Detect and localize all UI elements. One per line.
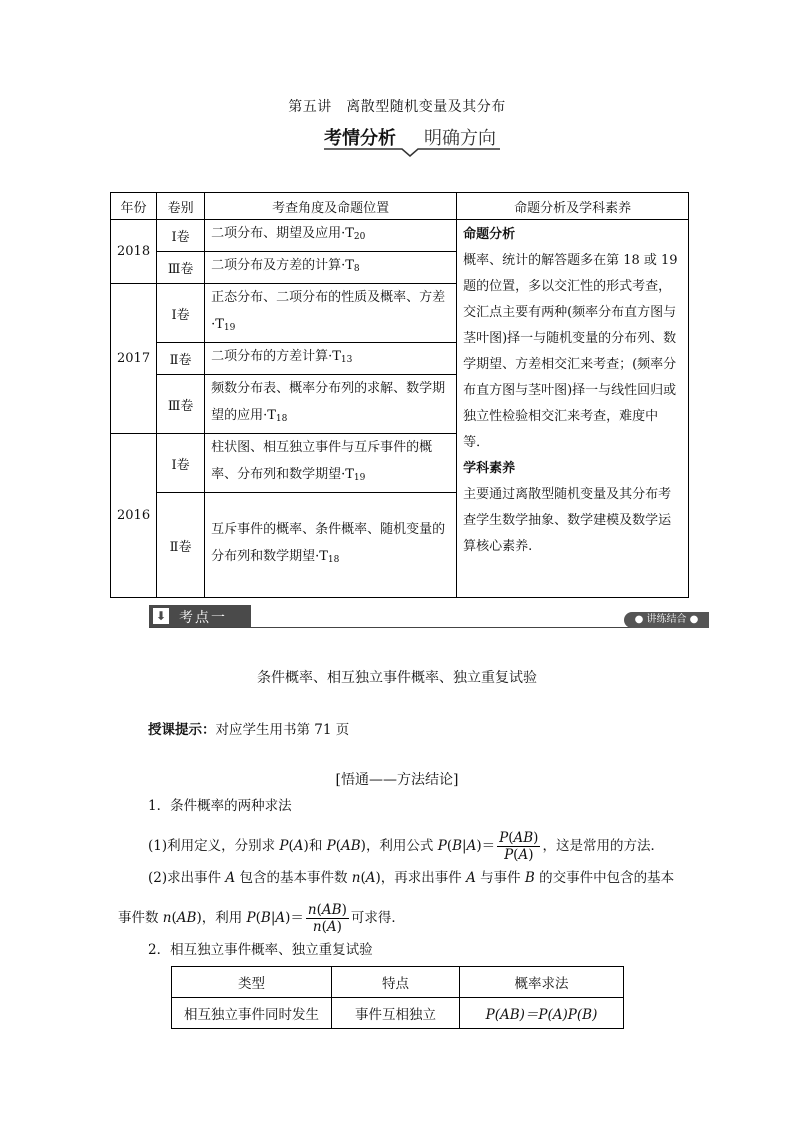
fraction: $\frac{P(AB)}{P(A)}$ [499,830,539,863]
item1-title: 1．条件概率的两种求法 [148,798,292,814]
table-header: 类型 [172,967,332,998]
volume-cell: Ⅱ卷 [157,343,205,375]
item1-paragraph2: (2)求出事件 A 包含的基本事件数 n(A)，再求出事件 A 与事件 B 的交事件中包含的基本 [148,870,675,886]
down-arrow-icon: ⬇ [153,608,169,624]
analysis-cell [457,220,689,598]
item2-title: 2．相互独立事件概率、独立重复试验 [148,942,373,958]
table-cell: 相互独立事件同时发生 [172,998,332,1029]
method-table [171,966,624,1029]
table-header: 考查角度及命题位置 [205,193,457,220]
volume-cell: Ⅰ卷 [157,434,205,493]
table-header: 命题分析及学科素养 [457,193,689,220]
lecture-title: 第五讲 离散型随机变量及其分布 [288,99,506,115]
description-cell: 正态分布、二项分布的性质及概率、方差$\cdot T_{19}$ [205,284,457,343]
teaching-hint: 授课提示：对应学生用书第 71 页 [148,722,350,738]
volume-cell: Ⅲ卷 [157,375,205,434]
table-header: 年份 [111,193,157,220]
analysis-heading: 命题分析 [463,227,516,242]
table-cell: P(AB)＝P(A)P(B) [460,998,624,1029]
literacy-text: 主要通过离散型随机变量及其分布考查学生数学抽象、数学建模及数学运算核心素养. [463,487,672,554]
description-cell: 互斥事件的概率、条件概率、随机变量的分布列和数学期望$\cdot T_{18}$ [205,493,457,598]
item1-paragraph1: (1)利用定义，分别求 P(A)和 P(AB)，利用公式 P(B|A)＝ $\frac{P(AB)}{P(A)}$ ，这是常用的方法． [148,830,664,863]
description-cell: 频数分布表、概率分布列的求解、数学期望的应用$\cdot T_{18}$ [205,375,457,434]
banner-underline-icon [324,122,500,158]
item1-paragraph3: 事件数 n(AB)，利用 P(B|A)＝ $\frac{n(AB)}{n(A)}$ 可求得． [118,902,405,935]
literacy-heading: 学科素养 [463,461,516,476]
table-cell: 事件互相独立 [332,998,460,1029]
section-tag-text: 考点一 [179,610,227,626]
year-cell: 2018 [111,220,157,284]
year-cell: 2016 [111,434,157,598]
description-cell: 二项分布、期望及应用$\cdot T_{20}$ [205,220,457,252]
volume-cell: Ⅲ卷 [157,252,205,284]
year-cell: 2017 [111,284,157,434]
section-divider [149,627,709,628]
banner-right-text: 明确方向 [424,128,496,149]
analysis-text: 概率、统计的解答题多在第 18 或 19 题的位置，多以交汇性的形式考查，交汇点主要有两种(频率分布直方图与茎叶图)择一与随机变量的分布列、数学期望、方差相交汇来考查；(频率分布直方图与茎叶图)择一与线性回归或独立性检验相交汇来考查，难度中等． [463,253,678,450]
section-title: 条件概率、相互独立事件概率、独立重复试验 [257,670,537,686]
section-banner [324,122,500,158]
volume-cell: Ⅱ卷 [157,493,205,598]
method-heading: [悟通——方法结论] [335,772,459,788]
banner-left-text: 考情分析 [324,128,396,149]
volume-cell: Ⅰ卷 [157,284,205,343]
practice-badge: ● 讲练结合 ● [624,612,709,628]
table-header: 概率求法 [460,967,624,998]
table-header: 特点 [332,967,460,998]
table-header: 卷别 [157,193,205,220]
fraction: $\frac{n(AB)}{n(A)}$ [307,902,347,935]
volume-cell: Ⅰ卷 [157,220,205,252]
description-cell: 二项分布的方差计算$\cdot T_{13}$ [205,343,457,375]
description-cell: 柱状图、相互独立事件与互斥事件的概率、分布列和数学期望$\cdot T_{19}$ [205,434,457,493]
description-cell: 二项分布及方差的计算$\cdot T_8$ [205,252,457,284]
exam-analysis-table [110,192,689,598]
section-tag [149,605,251,627]
